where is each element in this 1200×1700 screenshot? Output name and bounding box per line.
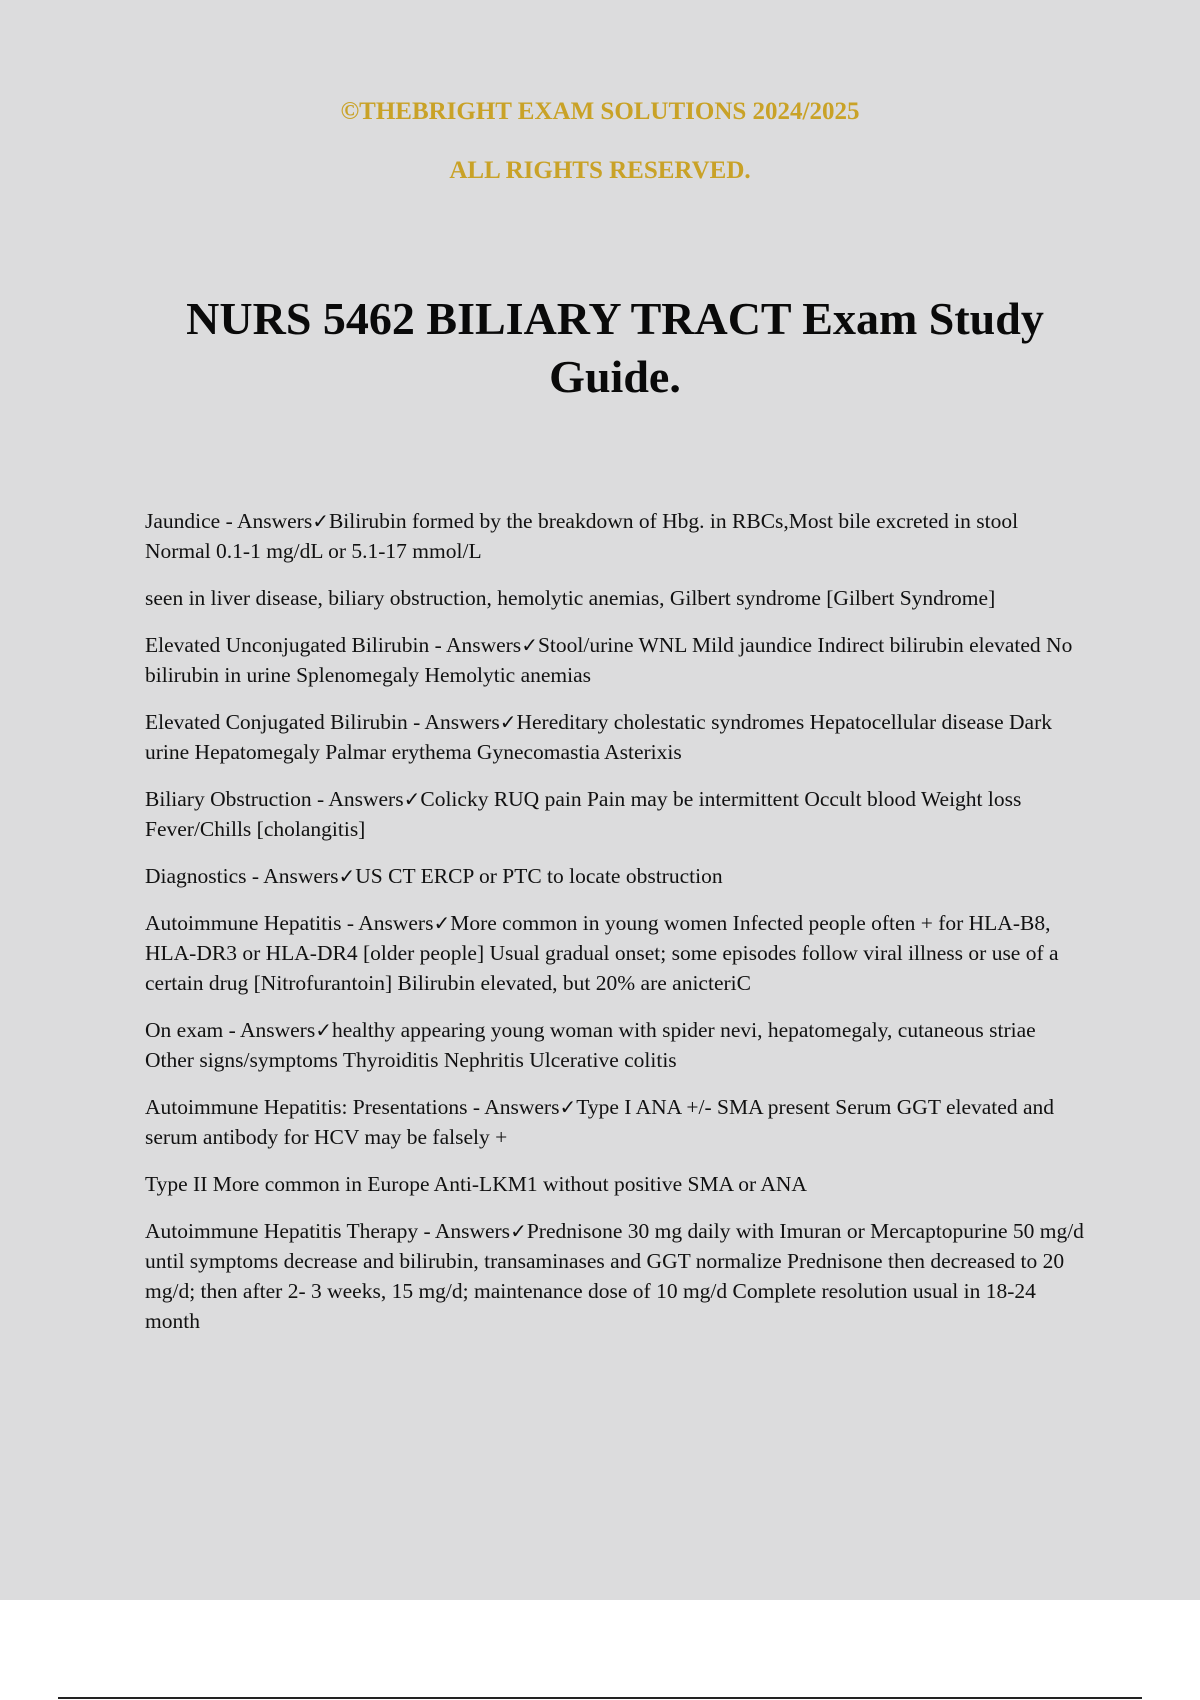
entry-answer: Bilirubin formed by the breakdown of Hbg. in RBCs,Most bile excreted in stool Normal 0.1-1 mg/dL or 5.1-17 mmol/L [145,509,1019,563]
entry-term: Autoimmune Hepatitis: Presentations - [145,1095,484,1119]
entry-term: On exam - [145,1018,240,1042]
answers-label: Answers [236,509,313,533]
entry-ah-presentations [145,1092,1085,1152]
answers-label: Answers [328,787,404,811]
entry-autoimmune-hepatitis [145,908,1085,998]
rights-reserved-line: ALL RIGHTS RESERVED. [449,157,751,184]
answers-label: Answers [434,1219,511,1243]
entry-conjugated-bilirubin [145,707,1085,767]
entry-answer: More common in young women Infected people often + for HLA-B8, HLA-DR3 or HLA-DR4 [older people] Usual gradual onset; some episodes follow viral illness or use of a certain drug [Nitrofurantoin] Bilirubin elevated, but 20% are anicteriC [145,911,1059,995]
checkmark-icon: ✓ [315,1018,332,1042]
answers-label: Answers [358,911,434,935]
entry-term: Jaundice - [145,509,237,533]
entry-term: Autoimmune Hepatitis Therapy - [145,1219,435,1243]
entry-answer: Hereditary cholestatic syndromes Hepatocellular disease Dark urine Hepatomegaly Palmar erythema Gynecomastia Asterixis [145,710,1052,764]
answers-label: Answers [484,1095,560,1119]
document-title: NURS 5462 BILIARY TRACT Exam Study Guide. [186,293,1044,402]
entry-on-exam [145,1015,1085,1075]
entry-jaundice [145,506,1085,566]
entry-term: Biliary Obstruction - [145,787,328,811]
checkmark-icon: ✓ [433,911,451,935]
entry-term: Elevated Unconjugated Bilirubin - [145,633,446,657]
checkmark-icon: ✓ [403,787,421,811]
entry-answer: Prednisone 30 mg daily with Imuran or Mercaptopurine 50 mg/d until symptoms decrease and bilirubin, transaminases and GGT normalize Prednisone then decreased to 20 mg/d; then after 2- 3 weeks, 15 mg/d; maintenance dose of 10 mg/d Complete resolution usual in 18-24 month [145,1219,1084,1333]
entry-answer: Type I ANA +/- SMA present Serum GGT elevated and serum antibody for HCV may be falsely + [145,1095,1054,1149]
entry-answer: healthy appearing young woman with spider nevi, hepatomegaly, cutaneous striae Other signs/symptoms Thyroiditis Nephritis Ulcerative colitis [145,1018,1036,1072]
entry-answer: seen in liver disease, biliary obstruction, hemolytic anemias, Gilbert syndrome [Gilbert Syndrome] [145,586,996,610]
entry-continuation [145,1169,1085,1199]
copyright-line: ©THEBRIGHT EXAM SOLUTIONS 2024/2025 [340,98,860,125]
entry-term: Autoimmune Hepatitis - [145,911,358,935]
answers-label: Answers [239,1018,316,1042]
entry-term: Diagnostics - [145,864,263,888]
checkmark-icon: ✓ [559,1095,577,1119]
checkmark-icon: ✓ [499,710,517,734]
entry-ah-therapy [145,1216,1085,1336]
answers-label: Answers [445,633,522,657]
entry-answer: Colicky RUQ pain Pain may be intermittent Occult blood Weight loss Fever/Chills [cholangitis] [145,787,1022,841]
entry-unconjugated-bilirubin [145,630,1085,690]
checkmark-icon: ✓ [338,864,356,888]
footer-divider [58,1697,1142,1699]
entry-answer: Stool/urine WNL Mild jaundice Indirect bilirubin elevated No bilirubin in urine Splenomegaly Hemolytic anemias [145,633,1073,687]
answers-label: Answers [424,710,500,734]
checkmark-icon: ✓ [312,509,329,533]
entry-term: Elevated Conjugated Bilirubin - [145,710,424,734]
entry-answer: US CT ERCP or PTC to locate obstruction [355,864,723,888]
entry-answer: Type II More common in Europe Anti-LKM1 without positive SMA or ANA [145,1172,807,1196]
checkmark-icon: ✓ [510,1219,527,1243]
entry-diagnostics [145,861,1085,891]
study-guide-content [145,506,1085,1353]
answers-label: Answers [263,864,339,888]
entry-biliary-obstruction [145,784,1085,844]
checkmark-icon: ✓ [521,633,538,657]
entry-continuation [145,583,1085,613]
